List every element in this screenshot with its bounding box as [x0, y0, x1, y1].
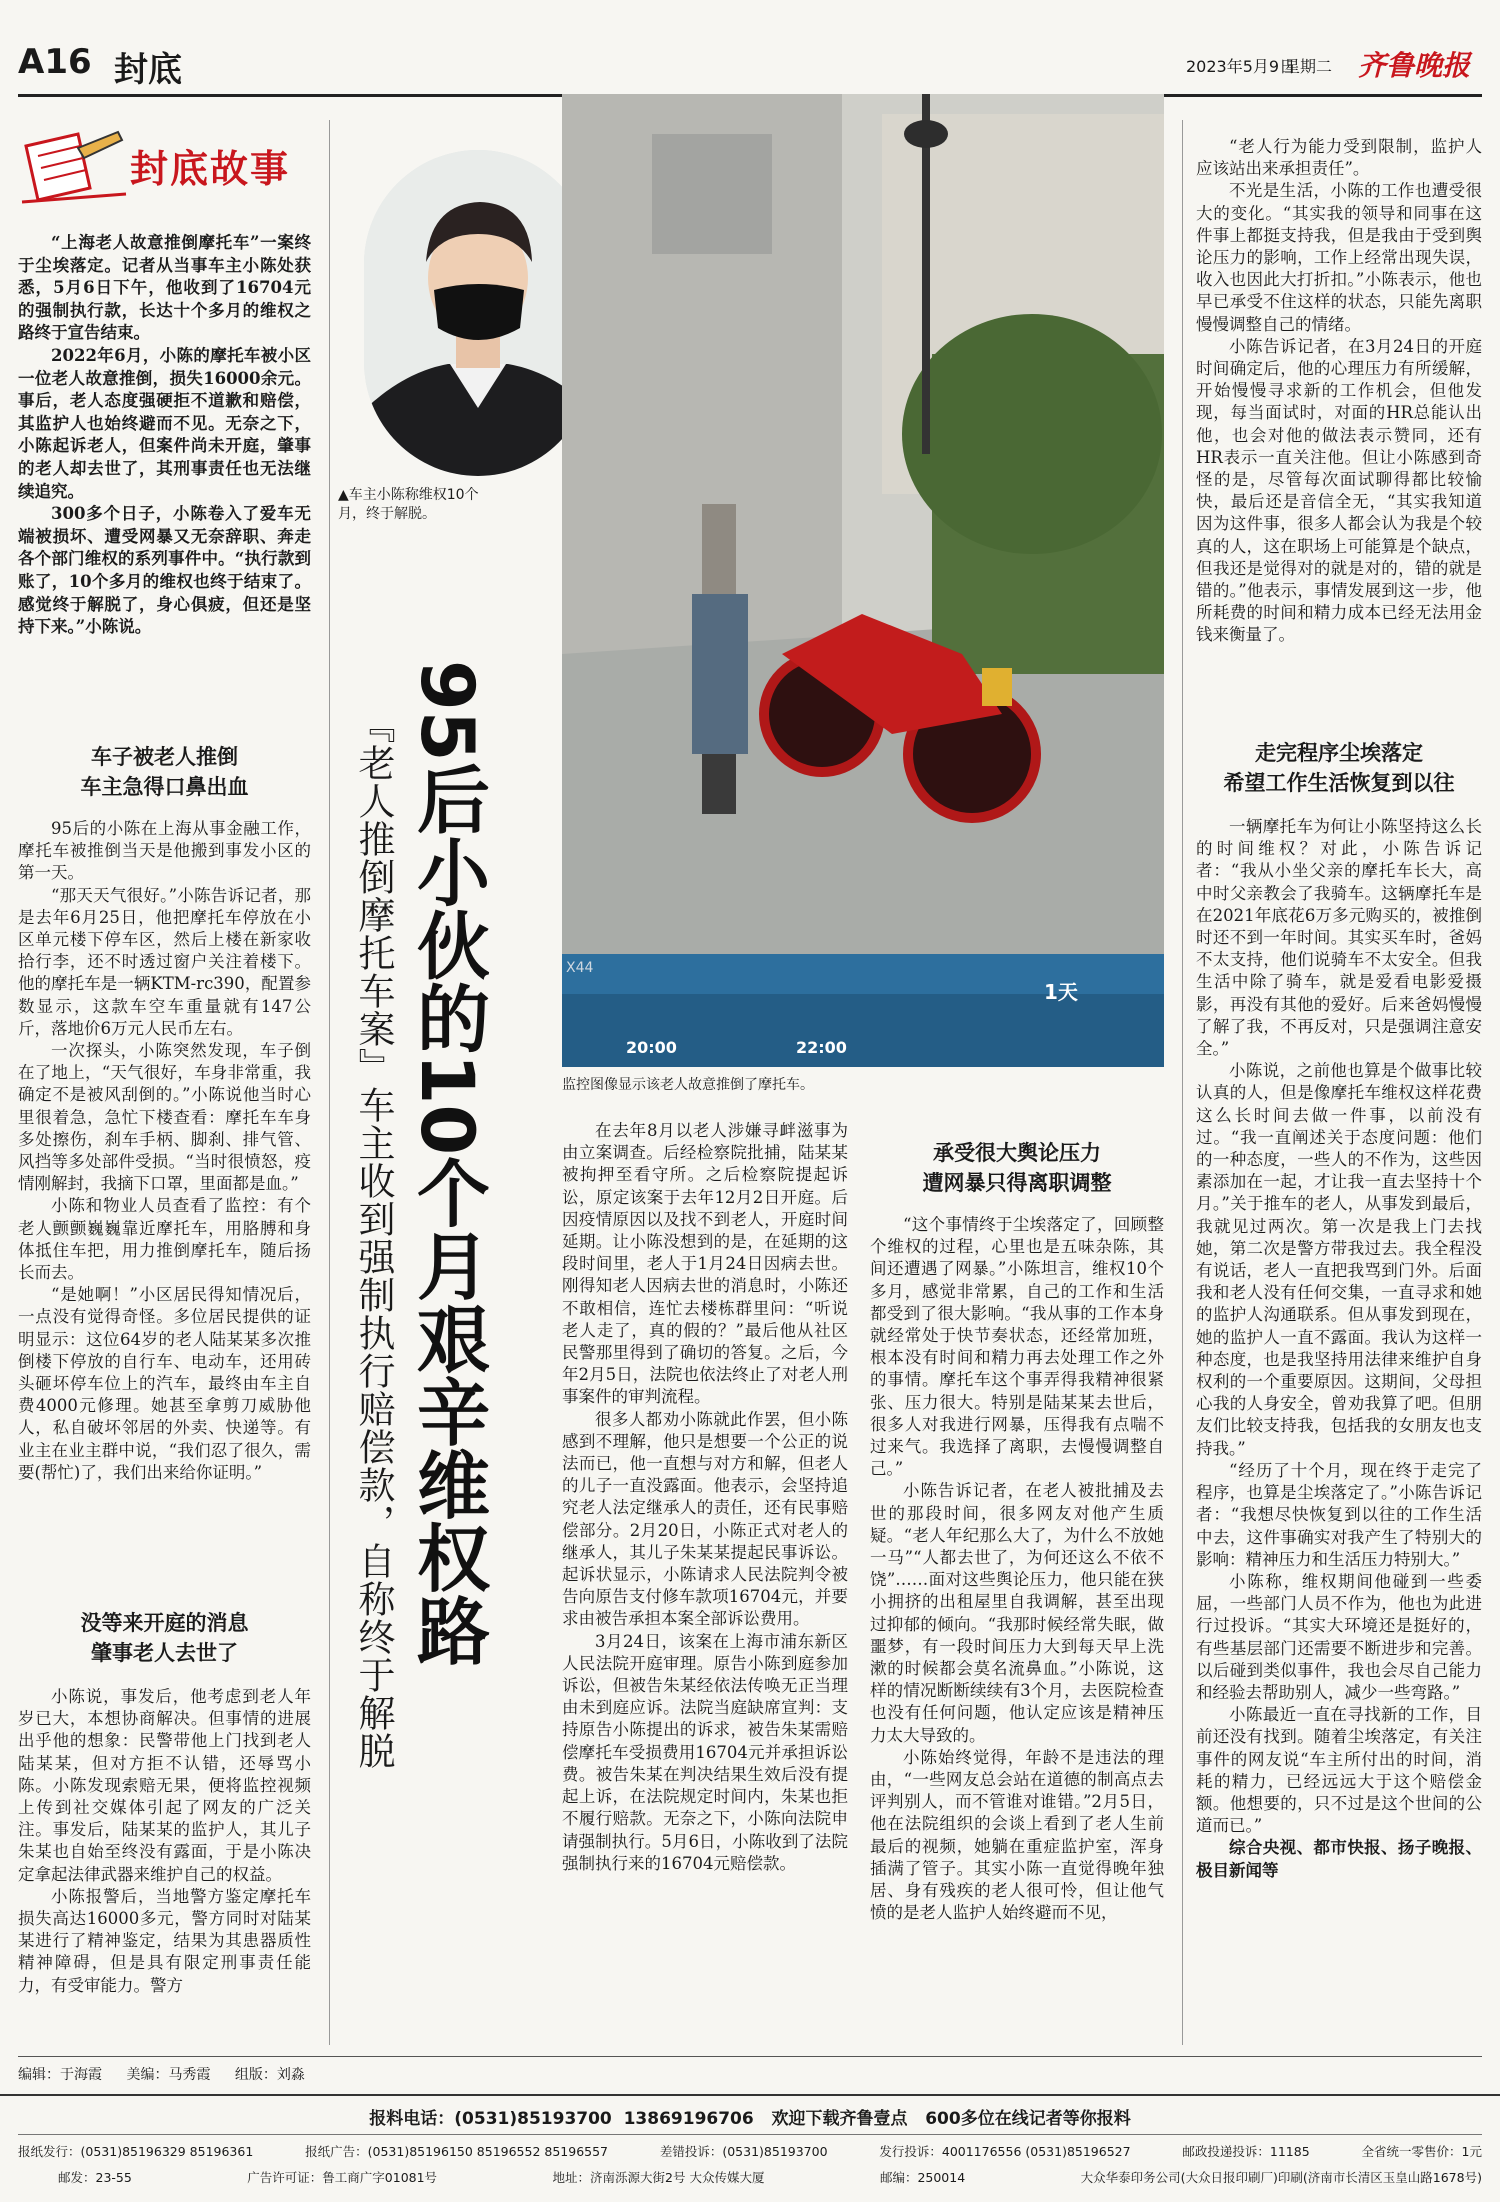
portrait-photo: [364, 150, 592, 476]
cctv-time-1: 20:00: [626, 1038, 677, 1057]
intro-paragraph: 300多个日子，小陈卷入了爱车无端被损坏、遭受网暴又无奈辞职、奔走各个部门维权的系列事件中。“执行款到账了，10个多月的维权也终于结束了。感觉终于解脱了，身心俱疲，但还是坚持下来。”小陈说。: [18, 504, 311, 637]
footer-rule: [18, 2134, 1482, 2135]
editor-credit: 编辑：于海霞: [18, 2067, 102, 2083]
body-paragraph: 3月24日，该案在上海市浦东新区人民法院开庭审理。原告小陈到庭参加诉讼，但被告朱某经依法传唤无正当理由未到庭应诉。法院当庭缺席宣判：支持原告小陈提出的诉求，被告朱某需赔偿摩托车受损费用16704元并承担诉讼费。被告朱某在判决结果生效后没有提起上诉，在法院规定时间内，朱某也拒不履行赔款。无奈之下，小陈向法院申请强制执行。5月6日，小陈收到了法院强制执行来的16704元赔偿款。: [562, 1631, 848, 1873]
hotline-banner: 报料电话：(0531)85193700 13869196706 欢迎下载齐鲁壹点 600多位在线记者等你报料: [369, 2109, 1131, 2129]
intro-paragraph: 2022年6月，小陈的摩托车被小区一位老人故意推倒，损失16000余元。事后，老人态度强硬拒不道歉和赔偿，其监护人也始终避而不见。无奈之下，小陈起诉老人，但案件尚未开庭，肇事的老人却去世了，其刑事责任也无法继续追究。: [18, 345, 311, 501]
subhead-line: 走完程序尘埃落定: [1255, 741, 1423, 765]
column-rule: [1182, 120, 1183, 2045]
footer-info-line-1: [18, 2142, 1482, 2160]
col1-subhead-2: [18, 1608, 311, 1668]
subhead-line: 希望工作生活恢复到以往: [1223, 771, 1455, 795]
headline-sub: 『老人推倒摩托车案』车主收到强制执行赔偿款，自称终于解脱: [352, 706, 395, 1770]
col1-body-2: [18, 1686, 311, 1997]
cctv-day-label: 1天: [1044, 980, 1078, 1004]
footer-info: 全省统一零售价：1元: [1361, 2144, 1482, 2159]
column-rule: [329, 120, 330, 2045]
subhead-line: 承受很大舆论压力: [933, 1141, 1101, 1165]
col5-body-2: [1196, 816, 1482, 1882]
body-paragraph: “老人行为能力受到限制，监护人应该站出来承担责任”。: [1196, 137, 1482, 179]
subhead-line: 遭网暴只得离职调整: [922, 1171, 1112, 1195]
footer-info: 报纸广告：(0531)85196150 85196552 85196557: [305, 2144, 609, 2159]
footer-info-line-2: [18, 2168, 1482, 2186]
designer-credit: 美编：马秀霞: [126, 2067, 211, 2083]
body-paragraph: 小陈称，维权期间他碰到一些委屈，一些部门人员不作为，他也为此进行过投诉。“其实大环境还是挺好的，有些基层部门还需要不断进步和完善。以后碰到类似事件，我也会尽自己能力和经验去帮助别人，减少一些弯路。”: [1196, 1571, 1482, 1702]
portrait-caption: ▲车主小陈称维权10个月，终于解脱。: [338, 487, 479, 522]
footer-info: 邮编：250014: [879, 2170, 966, 2185]
portrait-illustration: [364, 150, 592, 476]
source-credit: 综合央视、都市快报、扬子晚报、极目新闻等: [1196, 1838, 1482, 1880]
notebook-pen-icon: [18, 128, 128, 208]
col5-body-1: [1196, 136, 1482, 647]
body-paragraph: 小陈告诉记者，在3月24日的开庭时间确定后，他的心理压力有所缓解，开始慢慢寻求新的工作机会，但他发现，每当面试时，对面的HR总能认出他，也会对他的做法表示赞同，还有HR表示一直关注他。但让小陈感到奇怪的是，尽管每次面试聊得都比较愉快，最后还是音信全无，“其实我知道因为这件事，很多人都会认为我是个较真的人，这在职场上可能算是个缺点，但我还是觉得对的就是对的，错的就是错的。”他表示，事情发展到这一步，他所耗费的时间和精力成本已经无法用金钱来衡量了。: [1196, 336, 1482, 645]
col4-subhead: [870, 1138, 1164, 1198]
col3-body: [562, 1120, 848, 1875]
body-paragraph: 95后的小陈在上海从事金融工作，摩托车被推倒当天是他搬到事发小区的第一天。: [18, 819, 311, 883]
column-tag-text: 封底故事: [130, 147, 291, 191]
editors-rule: [18, 2056, 1482, 2057]
cctv-code: X44: [566, 960, 594, 976]
column-tag: [18, 128, 308, 208]
cctv-caption: 监控图像显示该老人故意推倒了摩托车。: [562, 1077, 814, 1093]
cctv-photo: [562, 94, 1164, 1067]
intro-text: [18, 232, 311, 639]
footer-info: 大众华泰印务公司(大众日报印刷厂)印刷(济南市长清区玉皇山路1678号): [1080, 2170, 1482, 2185]
body-paragraph: “是她啊！”小区居民得知情况后，一点没有觉得奇怪。多位居民提供的证明显示：这位64岁的老人陆某某多次推倒楼下停放的自行车、电动车，还用砖头砸坏停车位上的汽车，最终由车主自费4000元修理。她甚至拿剪刀威胁他人，私自破坏邻居的外卖、快递等。有业主在业主群中说，“我们忍了很久，需要(帮忙)了，我们出来给你证明。”: [18, 1285, 311, 1482]
body-paragraph: 小陈告诉记者，在老人被批捕及去世的那段时间，很多网友对他产生质疑。“老人年纪那么大了，为什么不放她一马”“人都去世了，为何还这么不依不饶”……面对这些舆论压力，他只能在狭小拥挤的出租屋里自我调解，甚至出现过抑郁的倾向。“我那时候经常失眠，做噩梦，有一段时间压力大到每天早上洗漱的时候都会莫名流鼻血。”小陈说，这样的情况断断续续有3个月，去医院检查也没有任何问题，他认定应该是精神压力太大导致的。: [870, 1481, 1164, 1745]
body-paragraph: “经历了十个月，现在终于走完了程序，也算是尘埃落定了。”小陈告诉记者：“我想尽快恢复到以往的工作生活中去，这件事确实对我产生了特别大的影响：精神压力和生活压力特别大。”: [1196, 1460, 1482, 1569]
body-paragraph: 很多人都劝小陈就此作罢，但小陈感到不理解，他只是想要一个公正的说法而已，他一直想与对方和解，但老人的儿子一直没露面。他表示，会坚持追究老人法定继承人的责任，还有民事赔偿部分。2月20日，小陈正式对老人的继承人，其儿子朱某某提起民事诉讼。起诉状显示，小陈请求人民法院判令被告向原告支付修车款项16704元，并要求由被告承担本案全部诉讼费用。: [562, 1409, 848, 1629]
footer-info: 邮发：23-55: [58, 2170, 132, 2185]
subhead-line: 没等来开庭的消息: [80, 1611, 249, 1635]
body-paragraph: “那天天气很好。”小陈告诉记者，那是去年6月25日，他把摩托车停放在小区单元楼下停车区，然后上楼在新家收拾行李，还不时透过窗户关注着楼下。他的摩托车是一辆KTM-rc390，配置参数显示，这款车空车重量就有147公斤，落地价6万元人民币左右。: [18, 885, 311, 1038]
body-paragraph: 小陈和物业人员查看了监控：有个老人颤颤巍巍靠近摩托车，用胳膊和身体抵住车把，用力推倒摩托车，随后扬长而去。: [18, 1196, 311, 1283]
footer-info: 邮政投递投诉：11185: [1182, 2144, 1310, 2159]
page-number: A16: [18, 42, 92, 82]
body-paragraph: 小陈始终觉得，年龄不是违法的理由，“一些网友总会站在道德的制高点去评判别人，而不管谁对谁错。”2月5日，他在法院组织的会谈上看到了老人生前最后的视频，她躺在重症监护室，浑身插满了管子。其实小陈一直觉得晚年独居、身有残疾的老人很可怜，但让他气愤的是老人监护人始终避而不见，: [870, 1747, 1164, 1923]
body-paragraph: 小陈说，事发后，他考虑到老人年岁已大，本想协商解决。但事情的进展出乎他的想象：民警带他上门找到老人陆某某，但对方拒不认错，还辱骂小陈。小陈发现索赔无果，便将监控视频上传到社交媒体引起了网友的广泛关注。事发后，陆某某的监护人，其儿子朱某也自始至终没有露面，于是小陈决定拿起法律武器来维护自己的权益。: [18, 1687, 311, 1884]
body-paragraph: 一次探头，小陈突然发现，车子倒在了地上，“天气很好，车身非常重，我确定不是被风刮倒的。”小陈说他当时心里很着急，急忙下楼查看：摩托车车身多处擦伤，刹车手柄、脚刹、排气管、风挡等多处部件受损。“当时很愤怒，疫情刚解封，我摘下口罩，里面都是血。”: [18, 1041, 311, 1194]
col5-subhead: [1196, 738, 1482, 798]
body-paragraph: “这个事情终于尘埃落定了，回顾整个维权的过程，心里也是五味杂陈，其间还遭遇了网暴。”小陈坦言，维权10个多月，感觉非常累，自己的工作和生活都受到了很大影响。“我从事的工作本身就经常处于快节奏状态，还经常加班，根本没有时间和精力再去处理工作之外的事情。摩托车这个事弄得我精神很紧张、压力很大。特别是陆某某去世后，很多人对我进行网暴，压得我有点喘不过来气。我选择了离职，去慢慢调整自己。”: [870, 1215, 1164, 1479]
col1-body-1: [18, 818, 311, 1484]
section-name: 封底: [114, 50, 182, 90]
footer-info: 差错投诉：(0531)85193700: [659, 2144, 828, 2159]
proof-credit: 组版：刘淼: [234, 2067, 305, 2083]
cctv-scene: [562, 94, 1164, 1067]
body-paragraph: 一辆摩托车为何让小陈坚持这么长的时间维权？对此，小陈告诉记者：“我从小坐父亲的摩托车长大，高中时父亲教会了我骑车。这辆摩托车是在2021年底花6万多元购买的，被推倒时还不到一年时间。其实买车时，爸妈不太支持，他们说骑车不太安全。但我生活中除了骑车，就是爱看电影爱摄影，再没有其他的爱好。后来爸妈慢慢了解了我，不再反对，只是强调注意安全。”: [1196, 817, 1482, 1059]
footer-info: 地址：济南泺源大街2号 大众传媒大厦: [552, 2170, 765, 2185]
col4-body: [870, 1214, 1164, 1925]
body-paragraph: 小陈说，之前他也算是个做事比较认真的人，但是像摩托车维权这样花费这么长时间去做一件事，以前没有过。“我一直阐述关于态度问题：他们的一种态度，一些人的不作为，这些因素添加在一起，才让我一直去坚持十个月。”关于推车的老人，从事发到最后，我就见过两次。第一次是我上门去找她，第二次是警方带我过去。我全程没有说话，老人一直把我骂到门外。后面我和老人没有任何交集，一直寻求和她的监护人沟通联系。但从事发到现在，她的监护人一直不露面。我认为这样一种态度，也是我坚持用法律来维护自身权利的一个重要原因。这期间，父母担心我的人身安全，曾劝我算了吧。但朋友们比较支持我，包括我的女朋友也支持我。”: [1196, 1061, 1482, 1458]
cctv-time-2: 22:00: [796, 1038, 847, 1057]
issue-date: 2023年5月9日: [1186, 57, 1296, 76]
subhead-line: 车子被老人推倒: [91, 745, 238, 769]
footer-info: 广告许可证：鲁工商广字01081号: [247, 2170, 438, 2185]
intro-paragraph: “上海老人故意推倒摩托车”一案终于尘埃落定。记者从当事车主小陈处获悉，5月6日下午，他收到了16704元的强制执行款，长达十个多月的维权之路终于宣告结束。: [18, 233, 311, 343]
footer-rule: [0, 2094, 1500, 2096]
headline-main: 95后小伙的10个月艰辛维权路: [404, 660, 489, 1667]
editors-line: [18, 2064, 305, 2084]
subhead-line: 车主急得口鼻出血: [80, 775, 249, 799]
footer-info: 发行投诉：4001176556 (0531)85196527: [879, 2144, 1131, 2159]
body-paragraph: 在去年8月以老人涉嫌寻衅滋事为由立案调查。后经检察院批捕，陆某某被拘押至看守所。之后检察院提起诉讼，原定该案于去年12月2日开庭。后因疫情原因以及找不到老人，开庭时间延期。让小陈没想到的是，在延期的这段时间里，老人于1月24日因病去世。刚得知老人因病去世的消息时，小陈还不敢相信，连忙去楼栋群里问：“听说老人走了，真的假的？”最后他从社区民警那里得到了确切的答复。之后，今年2月5日，法院也依法终止了对老人刑事案件的审判流程。: [562, 1121, 848, 1407]
body-paragraph: 小陈最近一直在寻找新的工作，目前还没有找到。随着尘埃落定，有关注事件的网友说“车主所付出的时间，消耗的精力，已经远远大于这个赔偿金额。他想要的，只不过是这个世间的公道而已。”: [1196, 1705, 1482, 1836]
col1-subhead-1: [18, 742, 311, 802]
masthead-logo: 齐鲁晚报: [1358, 49, 1471, 82]
page-header: [18, 38, 1482, 94]
body-paragraph: 小陈报警后，当地警方鉴定摩托车损失高达16000多元，警方同时对陆某某进行了精神鉴定，结果为其患器质性精神障碍，但是具有限定刑事责任能力，有受审能力。警方: [18, 1886, 311, 1995]
body-paragraph: 不光是生活，小陈的工作也遭受很大的变化。“其实我的领导和同事在这件事上都挺支持我，但是我由于受到舆论压力的影响，工作上经常出现失误，收入也因此大打折扣。”小陈表示，他也早已承受不住这样的状态，只能先离职慢慢调整自己的情绪。: [1196, 181, 1482, 334]
issue-weekday: 星期二: [1284, 57, 1333, 76]
subhead-line: 肇事老人去世了: [91, 1641, 238, 1665]
footer-info: 报纸发行：(0531)85196329 85196361: [18, 2144, 254, 2159]
